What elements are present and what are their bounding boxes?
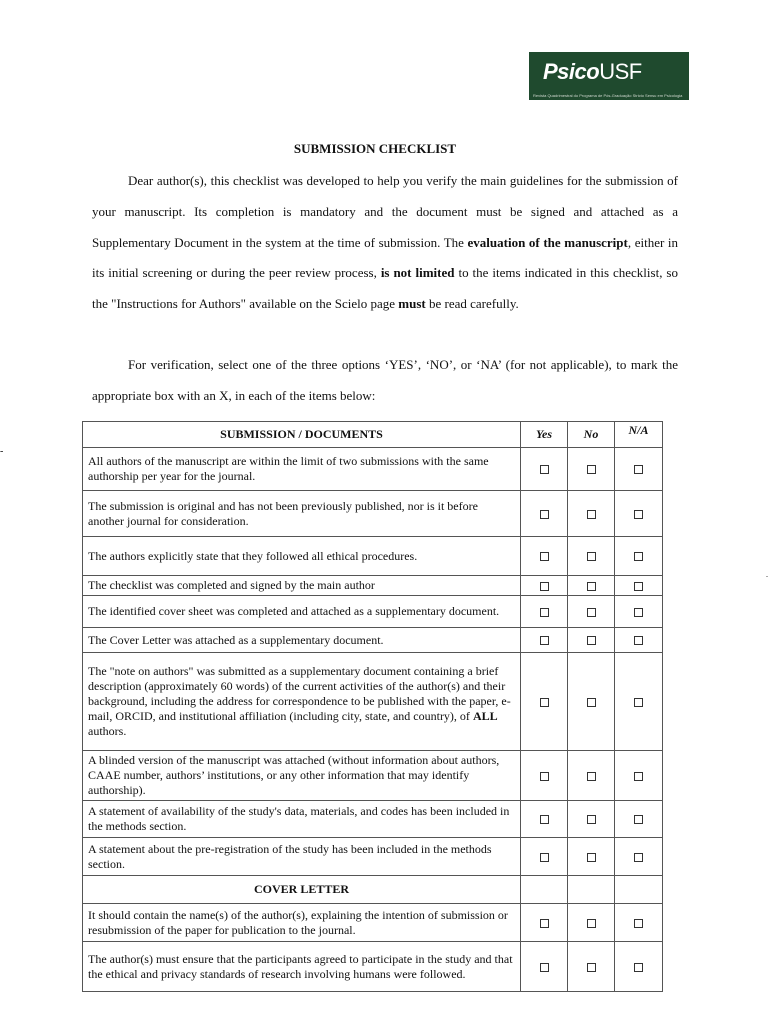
yes-checkbox[interactable] (540, 772, 549, 781)
na-checkbox[interactable] (634, 552, 643, 561)
page-title: SUBMISSION CHECKLIST (293, 141, 457, 156)
item-text: The checklist was completed and signed by the main author (83, 576, 521, 596)
no-checkbox[interactable] (587, 636, 596, 645)
header-yes: Yes (521, 422, 568, 448)
logo-tagline: Revista Quadrimestral do Programa de Pós-Graduação Stricto Sensu em Psicologia (533, 93, 683, 98)
table-row (83, 628, 663, 653)
no-checkbox[interactable] (587, 465, 596, 474)
table-row (83, 653, 663, 751)
na-checkbox[interactable] (634, 636, 643, 645)
yes-checkbox[interactable] (540, 853, 549, 862)
yes-checkbox[interactable] (540, 919, 549, 928)
na-checkbox[interactable] (634, 919, 643, 928)
table-row (83, 904, 663, 942)
header-submission-documents: SUBMISSION / DOCUMENTS (83, 422, 521, 448)
na-checkbox[interactable] (634, 465, 643, 474)
item-text: A statement about the pre-registration of the study has been included in the methods section. (83, 838, 521, 876)
no-checkbox[interactable] (587, 853, 596, 862)
verification-paragraph: For verification, select one of the three options ‘YES’, ‘NO’, or ‘NA’ (for not applicable), to mark the appropriate box with an X, in each of the items below: (92, 357, 678, 403)
na-checkbox[interactable] (634, 510, 643, 519)
header-na: N/A (615, 422, 663, 448)
yes-checkbox[interactable] (540, 698, 549, 707)
cover-letter-section-row (83, 876, 663, 904)
na-checkbox[interactable] (634, 853, 643, 862)
table-row (83, 942, 663, 992)
no-checkbox[interactable] (587, 919, 596, 928)
yes-checkbox[interactable] (540, 552, 549, 561)
yes-checkbox[interactable] (540, 582, 549, 591)
no-checkbox[interactable] (587, 582, 596, 591)
no-checkbox[interactable] (587, 772, 596, 781)
item-text: The Cover Letter was attached as a supplementary document. (83, 628, 521, 653)
item-text: A blinded version of the manuscript was attached (without information about authors, CAAE number, authors’ institutions, or any other information that may identify authorship). (83, 751, 521, 801)
table-row (83, 801, 663, 838)
psicousf-logo (529, 52, 689, 100)
table-row (83, 537, 663, 576)
item-text: The identified cover sheet was completed and attached as a supplementary document. (83, 596, 521, 628)
no-checkbox[interactable] (587, 815, 596, 824)
cover-letter-heading: COVER LETTER (83, 876, 521, 904)
yes-checkbox[interactable] (540, 465, 549, 474)
submission-checklist-table (82, 421, 663, 992)
item-text: The author(s) must ensure that the participants agreed to participate in the study and that the ethical and privacy standards of research involving humans were followed. (83, 942, 521, 992)
intro-paragraph: Dear author(s), this checklist was developed to help you verify the main guidelines for the submission of your manuscript. Its completion is mandatory and the document must be signed and attached as a Supplementary Document in the system at the time of submission. The evaluation of the manuscript, either in its initial screening or during the peer review process, is not limited to the items indicated in this checklist, so the "Instructions for Authors" available on the Scielo page must be read carefully. (92, 173, 679, 312)
na-checkbox[interactable] (634, 698, 643, 707)
item-text: The authors explicitly state that they followed all ethical procedures. (83, 537, 521, 576)
na-checkbox[interactable] (634, 963, 643, 972)
no-checkbox[interactable] (587, 963, 596, 972)
item-text: All authors of the manuscript are within the limit of two submissions with the same authorship per year for the journal. (83, 448, 521, 491)
margin-mark-right: . (766, 570, 768, 579)
item-text: It should contain the name(s) of the author(s), explaining the intention of submission or resubmission of the paper for publication to the journal. (83, 904, 521, 942)
na-checkbox[interactable] (634, 772, 643, 781)
table-row (83, 751, 663, 801)
yes-checkbox[interactable] (540, 608, 549, 617)
na-checkbox[interactable] (634, 582, 643, 591)
item-text: The "note on authors" was submitted as a supplementary document containing a brief description (approximately 60 words) of the current activities of the author(s) and their background, including the address for correspondence to be published with the paper, e-mail, ORCID, and institutional affiliation (including city, state, and country), of ALL authors. (83, 653, 521, 751)
no-checkbox[interactable] (587, 608, 596, 617)
margin-mark: - (0, 446, 4, 457)
logo-wordmark: PsicoUSF (543, 59, 642, 84)
na-checkbox[interactable] (634, 608, 643, 617)
table-row (83, 576, 663, 596)
table-header-row (83, 422, 663, 448)
yes-checkbox[interactable] (540, 636, 549, 645)
no-checkbox[interactable] (587, 510, 596, 519)
yes-checkbox[interactable] (540, 963, 549, 972)
na-checkbox[interactable] (634, 815, 643, 824)
header-no: No (568, 422, 615, 448)
no-checkbox[interactable] (587, 552, 596, 561)
no-checkbox[interactable] (587, 698, 596, 707)
table-row (83, 448, 663, 491)
table-row (83, 596, 663, 628)
table-row (83, 838, 663, 876)
item-text: The submission is original and has not been previously published, nor is it before another journal for consideration. (83, 491, 521, 537)
yes-checkbox[interactable] (540, 510, 549, 519)
item-text: A statement of availability of the study's data, materials, and codes has been included in the methods section. (83, 801, 521, 838)
table-row (83, 491, 663, 537)
yes-checkbox[interactable] (540, 815, 549, 824)
